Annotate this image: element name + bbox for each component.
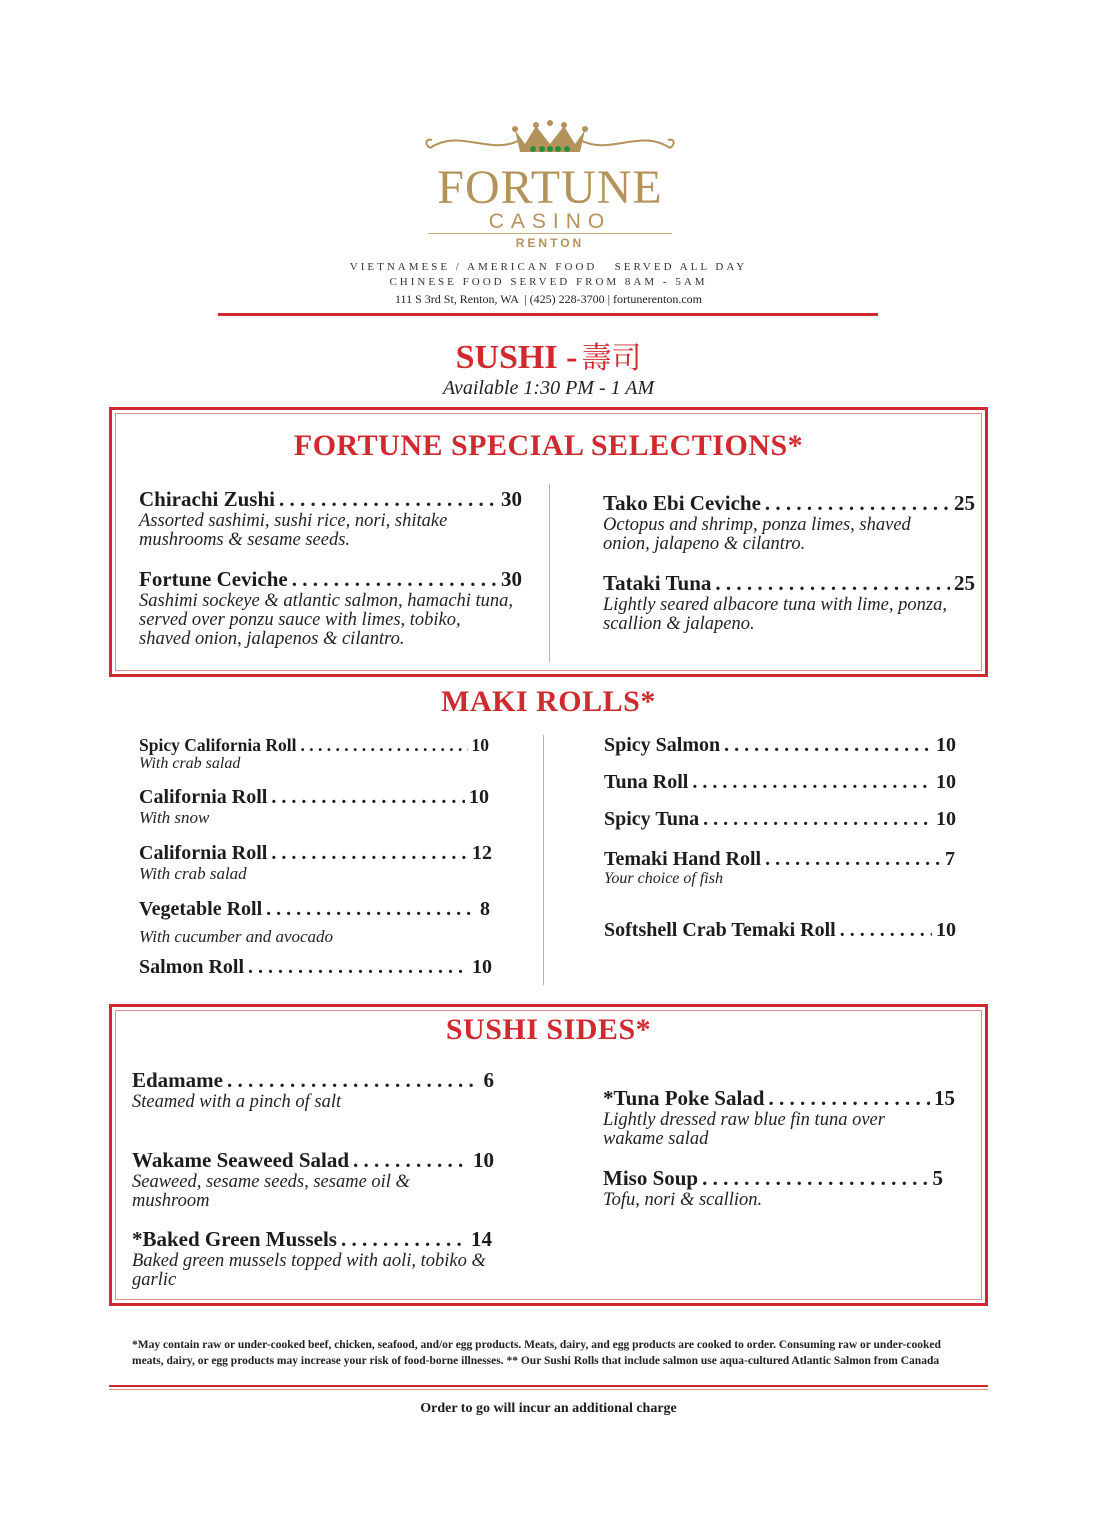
menu-item [604, 734, 956, 757]
item-price: 15 [934, 1086, 955, 1110]
page-title [0, 333, 1097, 377]
item-price: 25 [954, 491, 975, 515]
menu-item [604, 771, 956, 794]
item-name: Edamame [132, 1068, 223, 1092]
item-name: California Roll [139, 786, 268, 808]
item-price: 7 [945, 848, 955, 870]
availability-hours: Available 1:30 PM - 1 AM [442, 377, 655, 399]
menu-item [132, 1148, 494, 1211]
logo-casino-text: CASINO [488, 210, 612, 233]
menu-item [139, 735, 489, 772]
dot-leader [692, 771, 932, 794]
item-description: Tofu, nori & scallion. [603, 1190, 763, 1210]
menu-item [603, 571, 975, 634]
item-price: 10 [471, 735, 489, 755]
dot-leader [768, 1086, 930, 1111]
item-description: Lightly seared albacore tuna with lime, ponza, scallion & jalapeno. [603, 595, 947, 634]
page-title-chinese: 壽司 [581, 341, 642, 376]
item-description: With crab salad [139, 755, 241, 772]
item-price: 10 [472, 956, 492, 978]
item-name: Temaki Hand Roll [604, 848, 762, 870]
item-name: California Roll [139, 842, 268, 864]
item-name: Miso Soup [603, 1166, 699, 1190]
item-description: Lightly dressed raw blue fin tuna over wakame salad [603, 1110, 885, 1149]
item-price: 10 [936, 771, 956, 793]
item-name: Chirachi Zushi [139, 487, 275, 511]
item-description: With cucumber and avocado [139, 927, 334, 946]
item-name: Spicy Tuna [604, 808, 700, 830]
dot-leader [765, 848, 941, 871]
fortune-casino-logo [420, 118, 680, 256]
logo-fortune-text: FORTUNE [437, 161, 663, 214]
dot-leader [765, 491, 950, 516]
dot-leader [724, 734, 932, 757]
item-description: Octopus and shrimp, ponza limes, shaved onion, jalapeno & cilantro. [603, 515, 911, 554]
item-name: Spicy Salmon [604, 734, 721, 756]
item-name: Vegetable Roll [139, 898, 263, 920]
item-description: Sashimi sockeye & atlantic salmon, hamachi tuna, served over ponzu sauce with limes, tobiko, shaved onion, jalapenos & cilantro. [139, 591, 514, 649]
section-title-special: FORTUNE SPECIAL SELECTIONS* [293, 429, 804, 462]
section-title-maki: MAKI ROLLS* [441, 685, 656, 718]
dot-leader [271, 842, 468, 865]
column-divider [543, 735, 544, 985]
item-price: 8 [480, 898, 490, 920]
allergen-disclaimer: *May contain raw or under-cooked beef, chicken, seafood, and/or egg products. Meats, dairy, and egg products are cooked to order. Consuming raw or under-cooked meats, dairy, or egg products may increase your risk of food-borne illnesses. ** Our Sushi Rolls that include salmon use aqua-cultured Atlantic Salmon from Canada [132, 1339, 941, 1367]
item-description: Assorted sashimi, sushi rice, nori, shitake mushrooms & sesame seeds. [139, 511, 448, 550]
menu-item [603, 1166, 943, 1210]
dot-leader [341, 1227, 467, 1252]
menu-item [132, 1068, 494, 1112]
menu-item [139, 956, 492, 979]
item-price: 30 [501, 487, 522, 511]
item-description: Steamed with a pinch of salt [132, 1092, 342, 1112]
dot-leader [279, 487, 497, 512]
item-name: Tako Ebi Ceviche [603, 491, 761, 515]
menu-item [139, 487, 522, 550]
menu-item [604, 919, 956, 942]
menu-item [604, 808, 956, 831]
dot-leader [271, 786, 465, 809]
footer-divider-thin [109, 1389, 988, 1390]
dot-leader [248, 956, 468, 979]
item-name: Tuna Roll [604, 771, 689, 793]
menu-item [139, 786, 489, 826]
item-description: With crab salad [139, 864, 247, 883]
item-price: 6 [483, 1068, 494, 1092]
menu-item [139, 567, 522, 649]
item-price: 10 [936, 919, 956, 941]
item-name: *Tuna Poke Salad [603, 1086, 765, 1110]
dot-leader [301, 735, 468, 756]
menu-item [139, 842, 492, 882]
item-price: 30 [501, 567, 522, 591]
item-price: 10 [473, 1148, 494, 1172]
crown-icon [420, 118, 680, 162]
item-description: Your choice of fish [604, 870, 723, 887]
item-price: 12 [472, 842, 492, 864]
menu-item [603, 491, 975, 554]
dot-leader [292, 567, 497, 592]
item-price: 10 [936, 808, 956, 830]
item-name: Fortune Ceviche [139, 567, 288, 591]
item-name: Salmon Roll [139, 956, 245, 978]
footer-divider [109, 1385, 988, 1387]
page-title-text: SUSHI - [455, 339, 578, 376]
to-go-charge-note: Order to go will incur an additional charge [420, 1401, 677, 1416]
dot-leader [702, 1166, 928, 1191]
tagline-service: VIETNAMESE / AMERICAN FOOD SERVED ALL DAY [349, 261, 748, 273]
item-price: 10 [936, 734, 956, 756]
dot-leader [227, 1068, 480, 1093]
item-price: 5 [932, 1166, 943, 1190]
dot-leader [840, 919, 932, 942]
tagline-chinese: CHINESE FOOD SERVED FROM 8AM - 5AM [389, 276, 708, 288]
dot-leader [703, 808, 932, 831]
item-price: 10 [469, 786, 489, 808]
address-line: 111 S 3rd St, Renton, WA | (425) 228-3700 | fortunerenton.com [395, 292, 702, 306]
dot-leader [266, 898, 476, 921]
menu-item [604, 848, 955, 887]
item-name: *Baked Green Mussels [132, 1227, 337, 1251]
item-description: Baked green mussels topped with aoli, tobiko & garlic [132, 1251, 486, 1290]
menu-item [139, 898, 490, 945]
dot-leader [715, 571, 950, 596]
item-name: Tataki Tuna [603, 571, 712, 595]
item-price: 14 [471, 1227, 492, 1251]
item-name: Wakame Seaweed Salad [132, 1148, 350, 1172]
menu-item [603, 1086, 955, 1149]
item-name: Spicy California Roll [139, 735, 297, 755]
item-description: With snow [139, 808, 210, 827]
menu-item [132, 1227, 492, 1290]
column-divider [549, 484, 550, 662]
item-price: 25 [954, 571, 975, 595]
section-title-sides: SUSHI SIDES* [445, 1013, 652, 1046]
dot-leader [353, 1148, 469, 1173]
item-description: Seaweed, sesame seeds, sesame oil & mushroom [132, 1172, 410, 1211]
item-name: Softshell Crab Temaki Roll [604, 919, 836, 941]
logo-renton-text: RENTON [515, 236, 585, 250]
header-divider [218, 313, 878, 316]
